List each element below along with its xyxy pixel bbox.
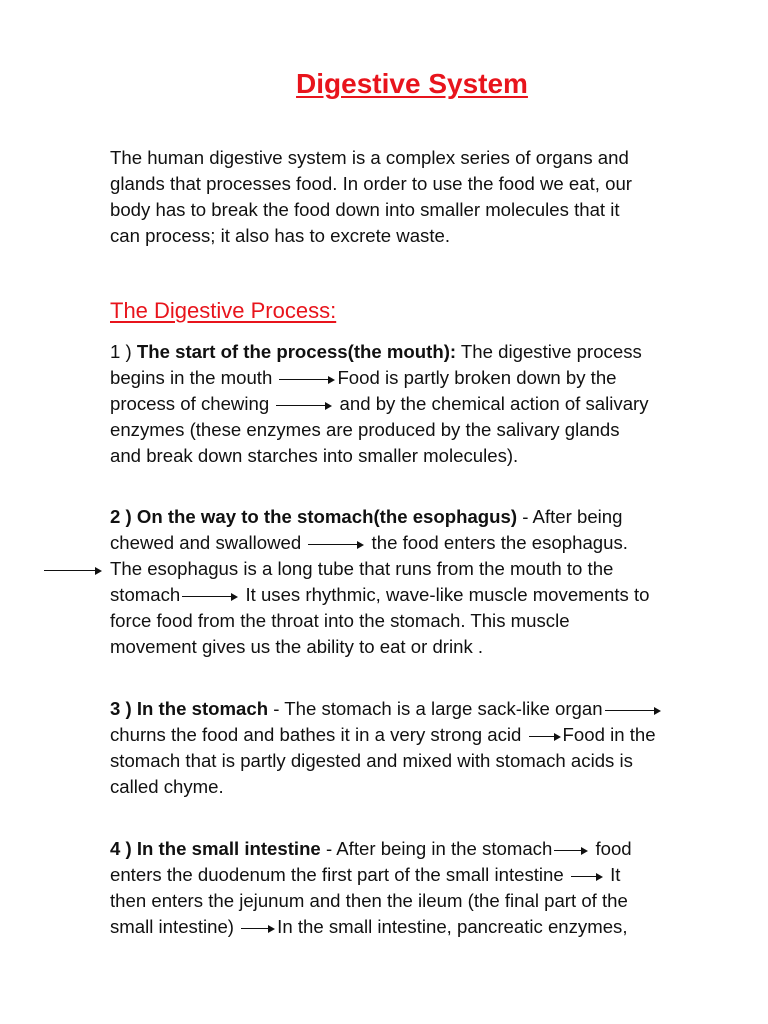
intro-paragraph xyxy=(110,145,750,249)
arrow-icon xyxy=(554,846,588,856)
page-title: Digestive System xyxy=(296,68,528,99)
step-1-heading: The start of the process(the mouth): xyxy=(136,341,457,362)
arrow-icon xyxy=(241,924,275,934)
margin-arrow-icon xyxy=(44,566,102,576)
intro-line: body has to break the food down into smaller molecules that it xyxy=(110,199,620,220)
arrow-icon xyxy=(571,872,603,882)
step-2-heading: 2 ) On the way to the stomach(the esophagus) xyxy=(110,506,518,527)
arrow-icon xyxy=(182,592,238,602)
step-3-heading: 3 ) In the stomach xyxy=(110,698,269,719)
step-4-heading: 4 ) In the small intestine xyxy=(110,838,321,859)
step-3-paragraph: 3 ) In the stomach - The stomach is a large sack-like organ churns the food and bathes it in a very strong acid Food in the stomach that is partly digested and mixed with stomach acids is called chyme. xyxy=(110,696,750,800)
step-1-paragraph: 1 ) The start of the process(the mouth): The digestive process begins in the mouth Food is partly broken down by the process of chewing and by the chemical action of salivary enzymes (these enzymes are produced by the salivary glands and break down starches into smaller molecules). xyxy=(110,341,649,466)
intro-line: glands that processes food. In order to use the food we eat, our xyxy=(110,173,632,194)
arrow-icon xyxy=(276,401,332,411)
step-2-paragraph: 2 ) On the way to the stomach(the esophagus) - After being chewed and swallowed the food enters the esophagus. The esophagus is a long tube that runs from the mouth to the stomach It uses rhythmic, wave-like muscle movements to force food from the throat into the stomach. This muscle movement gives us the ability to eat or drink . xyxy=(110,506,650,657)
intro-line: The human digestive system is a complex series of organs and xyxy=(110,147,629,168)
arrow-icon xyxy=(308,540,364,550)
intro-line: can process; it also has to excrete waste. xyxy=(110,225,451,246)
arrow-icon xyxy=(529,732,561,742)
arrow-icon xyxy=(279,375,335,385)
step-number: 1 ) xyxy=(110,341,137,362)
step-4-paragraph: 4 ) In the small intestine - After being in the stomach food enters the duodenum the first part of the small intestine It then enters the jejunum and then the ileum (the final part of the small intestine) In the small intestine, pancreatic enzymes, xyxy=(110,838,632,937)
arrow-icon xyxy=(605,706,661,716)
section-heading: The Digestive Process: xyxy=(110,298,337,323)
